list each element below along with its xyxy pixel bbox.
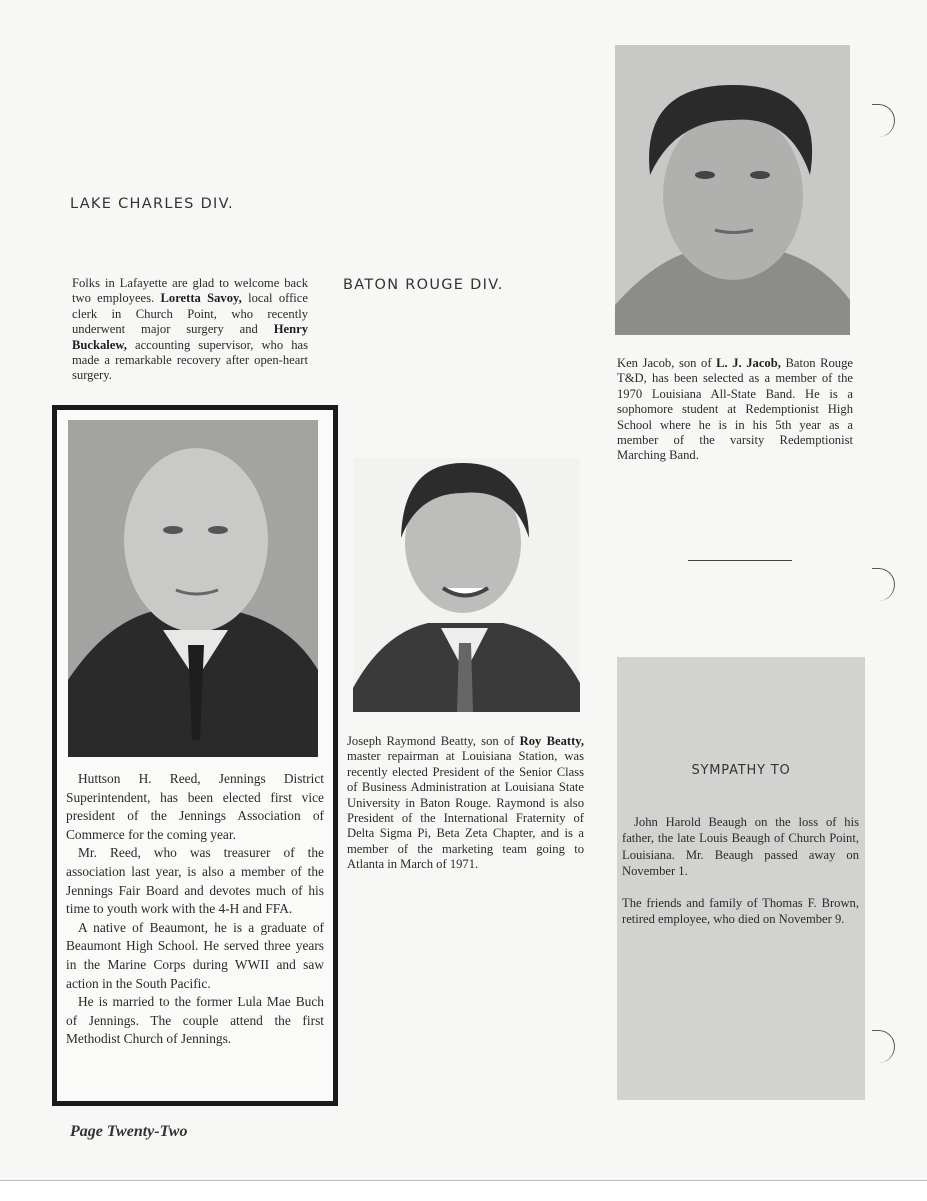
section-divider bbox=[688, 560, 792, 561]
reed-article bbox=[66, 770, 324, 1049]
reed-feature-box bbox=[52, 405, 338, 1106]
article-paragraph: Mr. Reed, who was treasurer of the association last year, is also a member of the Jennings Fair Board and devotes much of his time to youth work with the 4-H and FFA. bbox=[66, 845, 324, 917]
sympathy-box bbox=[617, 657, 865, 1100]
jacob-portrait-photo bbox=[615, 45, 850, 335]
jacob-article bbox=[617, 356, 853, 464]
beatty-article bbox=[347, 734, 584, 873]
binder-hole-icon bbox=[872, 1030, 895, 1063]
article-text: Baton Rouge T&D, has been selected as a member of the 1970 Louisiana All-State Band. He is a sophomore student at Redemptionist High School where he is in his 5th year as a member of the varsity Redemptionist Marching Band. bbox=[617, 356, 853, 463]
sympathy-item: The friends and family of Thomas F. Brown, retired employee, who died on November 9. bbox=[622, 895, 859, 927]
article-text: local office clerk in Church Point, who recently underwent major surgery and bbox=[72, 291, 308, 337]
employee-name: Henry Buckalew, bbox=[72, 322, 308, 352]
sympathy-heading: SYMPATHY TO bbox=[691, 763, 791, 778]
person-name: L. J. Jacob, bbox=[716, 356, 781, 370]
page-edge bbox=[0, 1180, 927, 1201]
baton-rouge-heading: BATON ROUGE DIV. bbox=[343, 277, 504, 293]
reed-portrait-photo bbox=[68, 420, 318, 757]
page-number: Page Twenty-Two bbox=[70, 1123, 188, 1140]
binder-hole-icon bbox=[872, 568, 895, 601]
sympathy-list bbox=[622, 814, 859, 927]
binder-hole-icon bbox=[872, 104, 895, 137]
article-paragraph: He is married to the former Lula Mae Buch of Jennings. The couple attend the first Methodist Church of Jennings. bbox=[66, 994, 324, 1047]
beatty-portrait-photo bbox=[353, 458, 580, 712]
article-paragraph: Huttson H. Reed, Jennings District Superintendent, has been elected first vice president of the Jennings Association of Commerce for the coming year. bbox=[66, 771, 324, 842]
article-text: Ken Jacob, son of bbox=[617, 356, 717, 370]
article-text: Joseph Raymond Beatty, son of bbox=[347, 734, 520, 748]
person-name: Roy Beatty, bbox=[519, 734, 585, 748]
article-text: accounting supervisor, who has made a remarkable recovery after open-heart surgery. bbox=[72, 337, 308, 383]
lake-charles-heading: LAKE CHARLES DIV. bbox=[70, 196, 234, 212]
article-text: master repairman at Louisiana Station, was recently elected President of the Senior Class of Business Administration at Louisiana State University in Baton Rouge. Raymond is also President of the International Fraternity of Delta Sigma Pi, Beta Zeta Chapter, and is a member of the marketing team going to Atlanta in March of 1971. bbox=[347, 749, 584, 872]
article-paragraph: A native of Beaumont, he is a graduate of Beaumont High School. He served three years in the Marine Corps during WWII and saw action in the South Pacific. bbox=[66, 919, 324, 991]
employee-name: Loretta Savoy, bbox=[160, 291, 242, 306]
sympathy-item: John Harold Beaugh on the loss of his father, the late Louis Beaugh of Church Point, Louisiana. Mr. Beaugh passed away on November 1. bbox=[622, 815, 859, 879]
article-text: Folks in Lafayette are glad to welcome back two employees. bbox=[72, 276, 308, 306]
lafayette-article bbox=[72, 276, 308, 384]
